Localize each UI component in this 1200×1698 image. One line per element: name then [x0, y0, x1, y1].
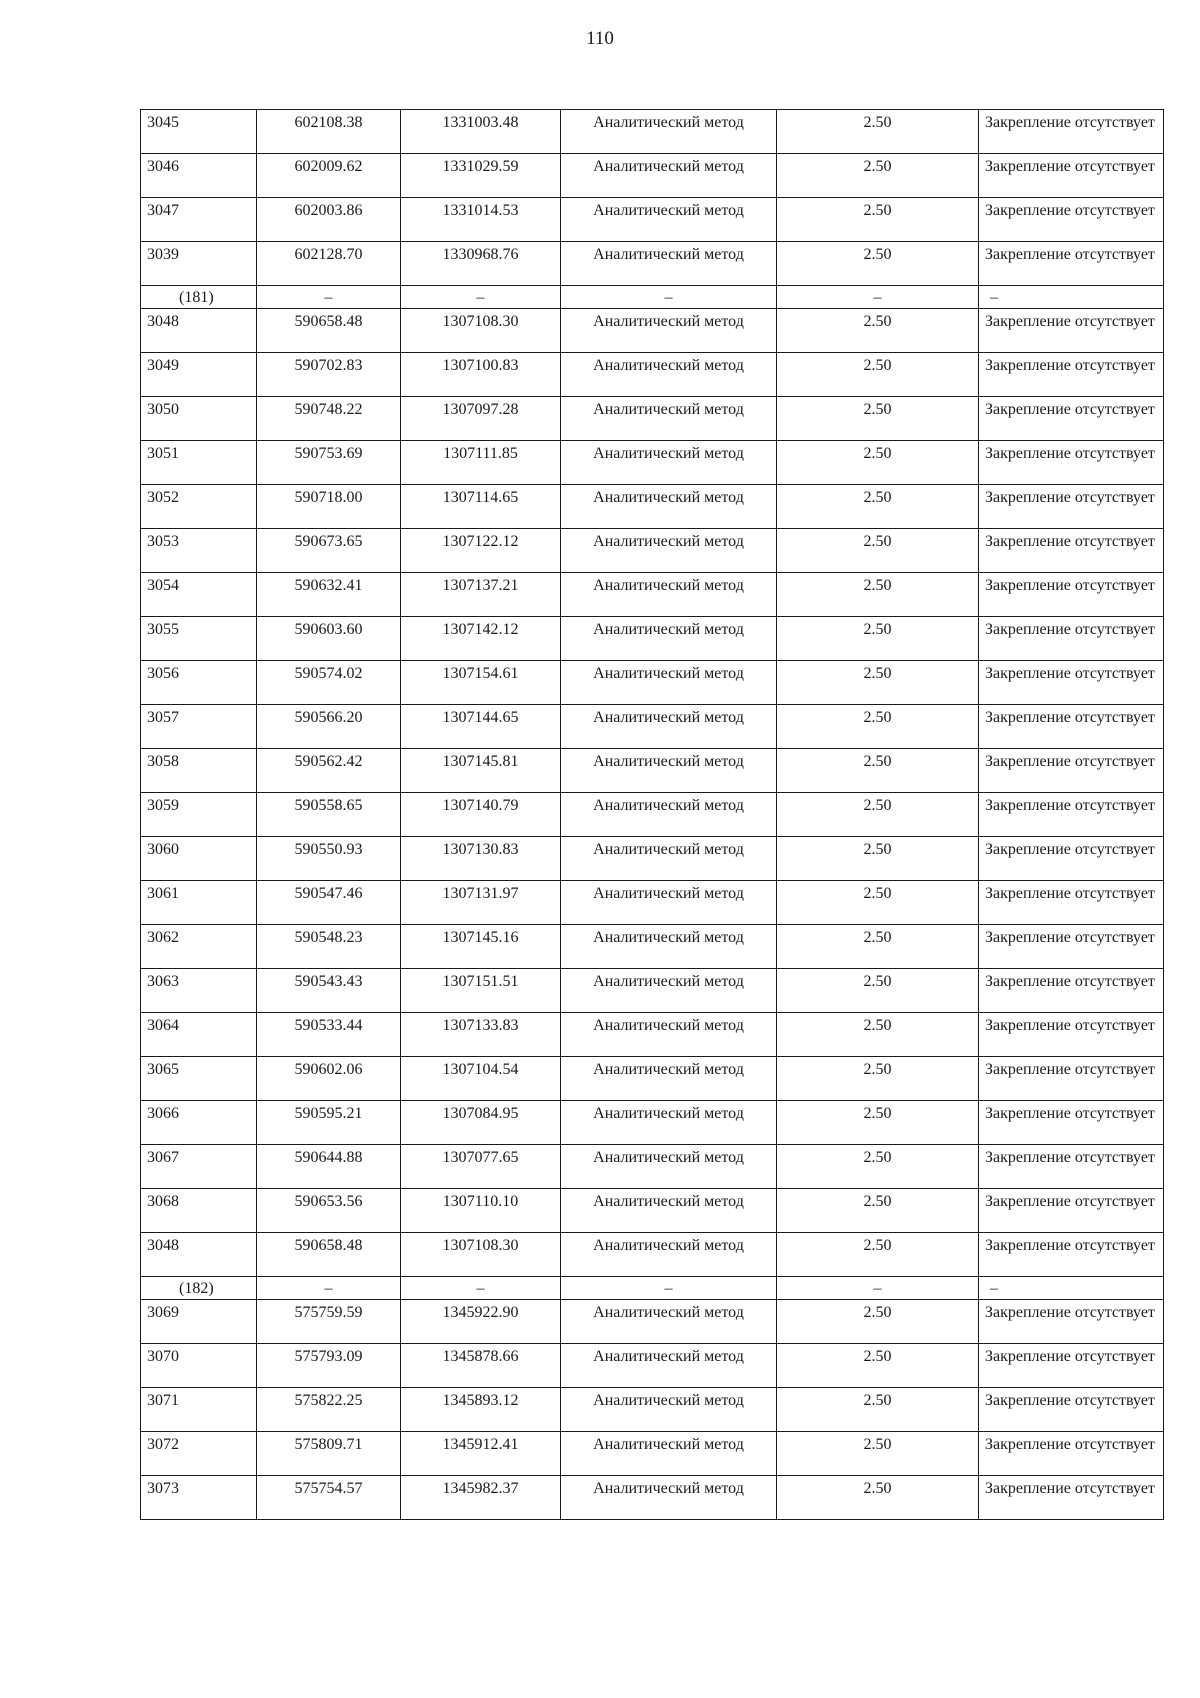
x-coordinate-cell: 590632.41	[257, 573, 401, 617]
y-coordinate-cell: 1307084.95	[401, 1101, 561, 1145]
accuracy-cell: –	[777, 1277, 979, 1300]
method-cell: Аналитический метод	[561, 110, 777, 154]
x-coordinate-cell: 602003.86	[257, 198, 401, 242]
table-row	[141, 353, 1164, 397]
accuracy-cell: 2.50	[777, 1013, 979, 1057]
note-cell: Закрепление отсутствует	[979, 1101, 1164, 1145]
x-coordinate-cell: 602128.70	[257, 242, 401, 286]
method-cell: Аналитический метод	[561, 1388, 777, 1432]
y-coordinate-cell: 1307111.85	[401, 441, 561, 485]
point-number-cell: 3073	[141, 1476, 257, 1520]
y-coordinate-cell: 1307133.83	[401, 1013, 561, 1057]
point-number-cell: 3067	[141, 1145, 257, 1189]
point-number-cell: (182)	[141, 1277, 257, 1300]
method-cell: Аналитический метод	[561, 154, 777, 198]
method-cell: Аналитический метод	[561, 353, 777, 397]
x-coordinate-cell: 590673.65	[257, 529, 401, 573]
point-number-cell: 3052	[141, 485, 257, 529]
table-row	[141, 441, 1164, 485]
y-coordinate-cell: 1307151.51	[401, 969, 561, 1013]
point-number-cell: 3048	[141, 1233, 257, 1277]
y-coordinate-cell: 1330968.76	[401, 242, 561, 286]
y-coordinate-cell: 1307104.54	[401, 1057, 561, 1101]
note-cell: Закрепление отсутствует	[979, 397, 1164, 441]
x-coordinate-cell: –	[257, 286, 401, 309]
y-coordinate-cell: 1307145.16	[401, 925, 561, 969]
table-row	[141, 837, 1164, 881]
note-cell: Закрепление отсутствует	[979, 573, 1164, 617]
method-cell: Аналитический метод	[561, 441, 777, 485]
point-number-cell: 3061	[141, 881, 257, 925]
point-number-cell: 3053	[141, 529, 257, 573]
x-coordinate-cell: 590658.48	[257, 1233, 401, 1277]
x-coordinate-cell: 590602.06	[257, 1057, 401, 1101]
x-coordinate-cell: 590653.56	[257, 1189, 401, 1233]
note-cell: Закрепление отсутствует	[979, 661, 1164, 705]
note-cell: Закрепление отсутствует	[979, 154, 1164, 198]
point-number-cell: 3071	[141, 1388, 257, 1432]
method-cell: Аналитический метод	[561, 705, 777, 749]
point-number-cell: 3056	[141, 661, 257, 705]
y-coordinate-cell: 1345878.66	[401, 1344, 561, 1388]
point-number-cell: 3058	[141, 749, 257, 793]
point-number-cell: 3051	[141, 441, 257, 485]
accuracy-cell: 2.50	[777, 198, 979, 242]
x-coordinate-cell: 602108.38	[257, 110, 401, 154]
table-row	[141, 1145, 1164, 1189]
note-cell: Закрепление отсутствует	[979, 242, 1164, 286]
table-row	[141, 110, 1164, 154]
method-cell: Аналитический метод	[561, 1189, 777, 1233]
y-coordinate-cell: 1307137.21	[401, 573, 561, 617]
y-coordinate-cell: 1331003.48	[401, 110, 561, 154]
note-cell: –	[979, 286, 1164, 309]
accuracy-cell: 2.50	[777, 1101, 979, 1145]
y-coordinate-cell: 1307131.97	[401, 881, 561, 925]
y-coordinate-cell: 1307144.65	[401, 705, 561, 749]
note-cell: Закрепление отсутствует	[979, 925, 1164, 969]
accuracy-cell: 2.50	[777, 353, 979, 397]
note-cell: Закрепление отсутствует	[979, 1388, 1164, 1432]
accuracy-cell: 2.50	[777, 1344, 979, 1388]
table-row	[141, 1057, 1164, 1101]
y-coordinate-cell: 1345893.12	[401, 1388, 561, 1432]
note-cell: Закрепление отсутствует	[979, 705, 1164, 749]
point-number-cell: 3068	[141, 1189, 257, 1233]
note-cell: Закрепление отсутствует	[979, 309, 1164, 353]
point-number-cell: 3055	[141, 617, 257, 661]
point-number-cell: 3070	[141, 1344, 257, 1388]
accuracy-cell: 2.50	[777, 925, 979, 969]
y-coordinate-cell: 1331029.59	[401, 154, 561, 198]
table-row	[141, 925, 1164, 969]
accuracy-cell: 2.50	[777, 837, 979, 881]
accuracy-cell: 2.50	[777, 617, 979, 661]
point-number-cell: 3046	[141, 154, 257, 198]
point-number-cell: 3069	[141, 1300, 257, 1344]
table-row	[141, 793, 1164, 837]
note-cell: Закрепление отсутствует	[979, 617, 1164, 661]
x-coordinate-cell: 602009.62	[257, 154, 401, 198]
page-number: 110	[586, 28, 614, 49]
y-coordinate-cell: 1307140.79	[401, 793, 561, 837]
method-cell: –	[561, 1277, 777, 1300]
accuracy-cell: 2.50	[777, 110, 979, 154]
point-number-cell: 3039	[141, 242, 257, 286]
table-row	[141, 198, 1164, 242]
note-cell: Закрепление отсутствует	[979, 969, 1164, 1013]
method-cell: Аналитический метод	[561, 573, 777, 617]
point-number-cell: 3050	[141, 397, 257, 441]
method-cell: Аналитический метод	[561, 198, 777, 242]
x-coordinate-cell: 575822.25	[257, 1388, 401, 1432]
note-cell: Закрепление отсутствует	[979, 837, 1164, 881]
note-cell: Закрепление отсутствует	[979, 1300, 1164, 1344]
point-number-cell: 3062	[141, 925, 257, 969]
coordinates-table	[140, 109, 1164, 1520]
x-coordinate-cell: 590595.21	[257, 1101, 401, 1145]
y-coordinate-cell: 1307077.65	[401, 1145, 561, 1189]
table-row	[141, 881, 1164, 925]
note-cell: Закрепление отсутствует	[979, 110, 1164, 154]
x-coordinate-cell: 590644.88	[257, 1145, 401, 1189]
x-coordinate-cell: 590753.69	[257, 441, 401, 485]
x-coordinate-cell: 590566.20	[257, 705, 401, 749]
method-cell: Аналитический метод	[561, 1344, 777, 1388]
accuracy-cell: 2.50	[777, 529, 979, 573]
y-coordinate-cell: 1307142.12	[401, 617, 561, 661]
x-coordinate-cell: 575809.71	[257, 1432, 401, 1476]
x-coordinate-cell: 590533.44	[257, 1013, 401, 1057]
method-cell: Аналитический метод	[561, 309, 777, 353]
accuracy-cell: 2.50	[777, 969, 979, 1013]
accuracy-cell: 2.50	[777, 441, 979, 485]
note-cell: Закрепление отсутствует	[979, 1189, 1164, 1233]
y-coordinate-cell: 1307100.83	[401, 353, 561, 397]
table-row	[141, 705, 1164, 749]
accuracy-cell: 2.50	[777, 485, 979, 529]
x-coordinate-cell: 575759.59	[257, 1300, 401, 1344]
note-cell: Закрепление отсутствует	[979, 1344, 1164, 1388]
accuracy-cell: 2.50	[777, 661, 979, 705]
x-coordinate-cell: 590558.65	[257, 793, 401, 837]
y-coordinate-cell: 1331014.53	[401, 198, 561, 242]
method-cell: Аналитический метод	[561, 1101, 777, 1145]
note-cell: –	[979, 1277, 1164, 1300]
method-cell: Аналитический метод	[561, 925, 777, 969]
table-row	[141, 617, 1164, 661]
method-cell: Аналитический метод	[561, 1476, 777, 1520]
x-coordinate-cell: 590574.02	[257, 661, 401, 705]
method-cell: Аналитический метод	[561, 242, 777, 286]
table-row	[141, 1300, 1164, 1344]
point-number-cell: (181)	[141, 286, 257, 309]
table-row	[141, 1189, 1164, 1233]
table-row	[141, 1432, 1164, 1476]
method-cell: Аналитический метод	[561, 529, 777, 573]
x-coordinate-cell: 590547.46	[257, 881, 401, 925]
contour-separator-row	[141, 286, 1164, 309]
point-number-cell: 3060	[141, 837, 257, 881]
point-number-cell: 3063	[141, 969, 257, 1013]
point-number-cell: 3059	[141, 793, 257, 837]
y-coordinate-cell: 1307130.83	[401, 837, 561, 881]
point-number-cell: 3057	[141, 705, 257, 749]
accuracy-cell: 2.50	[777, 309, 979, 353]
note-cell: Закрепление отсутствует	[979, 1476, 1164, 1520]
table-row	[141, 573, 1164, 617]
method-cell: Аналитический метод	[561, 485, 777, 529]
accuracy-cell: 2.50	[777, 881, 979, 925]
y-coordinate-cell: 1345912.41	[401, 1432, 561, 1476]
table-row	[141, 397, 1164, 441]
note-cell: Закрепление отсутствует	[979, 441, 1164, 485]
x-coordinate-cell: 590718.00	[257, 485, 401, 529]
note-cell: Закрепление отсутствует	[979, 749, 1164, 793]
contour-separator-row	[141, 1277, 1164, 1300]
point-number-cell: 3049	[141, 353, 257, 397]
accuracy-cell: 2.50	[777, 397, 979, 441]
accuracy-cell: 2.50	[777, 1388, 979, 1432]
x-coordinate-cell: 575754.57	[257, 1476, 401, 1520]
accuracy-cell: 2.50	[777, 1432, 979, 1476]
y-coordinate-cell: 1345982.37	[401, 1476, 561, 1520]
note-cell: Закрепление отсутствует	[979, 1057, 1164, 1101]
method-cell: Аналитический метод	[561, 1145, 777, 1189]
accuracy-cell: 2.50	[777, 242, 979, 286]
method-cell: Аналитический метод	[561, 1057, 777, 1101]
accuracy-cell: 2.50	[777, 573, 979, 617]
accuracy-cell: –	[777, 286, 979, 309]
accuracy-cell: 2.50	[777, 1233, 979, 1277]
point-number-cell: 3064	[141, 1013, 257, 1057]
y-coordinate-cell: 1307145.81	[401, 749, 561, 793]
x-coordinate-cell: 590562.42	[257, 749, 401, 793]
table-row	[141, 529, 1164, 573]
table-row	[141, 1476, 1164, 1520]
x-coordinate-cell: 590543.43	[257, 969, 401, 1013]
x-coordinate-cell: 590550.93	[257, 837, 401, 881]
method-cell: Аналитический метод	[561, 793, 777, 837]
method-cell: Аналитический метод	[561, 1233, 777, 1277]
accuracy-cell: 2.50	[777, 1145, 979, 1189]
table-row	[141, 1013, 1164, 1057]
table-row	[141, 309, 1164, 353]
note-cell: Закрепление отсутствует	[979, 353, 1164, 397]
accuracy-cell: 2.50	[777, 1189, 979, 1233]
method-cell: Аналитический метод	[561, 397, 777, 441]
accuracy-cell: 2.50	[777, 1476, 979, 1520]
method-cell: Аналитический метод	[561, 881, 777, 925]
method-cell: Аналитический метод	[561, 617, 777, 661]
note-cell: Закрепление отсутствует	[979, 1145, 1164, 1189]
x-coordinate-cell: 590748.22	[257, 397, 401, 441]
method-cell: Аналитический метод	[561, 661, 777, 705]
accuracy-cell: 2.50	[777, 1300, 979, 1344]
method-cell: Аналитический метод	[561, 749, 777, 793]
y-coordinate-cell: –	[401, 286, 561, 309]
table-body	[141, 110, 1164, 1520]
table-row	[141, 242, 1164, 286]
accuracy-cell: 2.50	[777, 154, 979, 198]
accuracy-cell: 2.50	[777, 1057, 979, 1101]
x-coordinate-cell: 590548.23	[257, 925, 401, 969]
table-row	[141, 969, 1164, 1013]
method-cell: Аналитический метод	[561, 837, 777, 881]
method-cell: Аналитический метод	[561, 1013, 777, 1057]
note-cell: Закрепление отсутствует	[979, 881, 1164, 925]
x-coordinate-cell: 590603.60	[257, 617, 401, 661]
point-number-cell: 3047	[141, 198, 257, 242]
table-row	[141, 1388, 1164, 1432]
point-number-cell: 3045	[141, 110, 257, 154]
note-cell: Закрепление отсутствует	[979, 485, 1164, 529]
table-row	[141, 749, 1164, 793]
y-coordinate-cell: 1307154.61	[401, 661, 561, 705]
accuracy-cell: 2.50	[777, 705, 979, 749]
y-coordinate-cell: 1307122.12	[401, 529, 561, 573]
x-coordinate-cell: 575793.09	[257, 1344, 401, 1388]
note-cell: Закрепление отсутствует	[979, 529, 1164, 573]
x-coordinate-cell: 590702.83	[257, 353, 401, 397]
y-coordinate-cell: 1307114.65	[401, 485, 561, 529]
table-row	[141, 485, 1164, 529]
method-cell: –	[561, 286, 777, 309]
point-number-cell: 3065	[141, 1057, 257, 1101]
accuracy-cell: 2.50	[777, 749, 979, 793]
method-cell: Аналитический метод	[561, 969, 777, 1013]
table-row	[141, 154, 1164, 198]
table-row	[141, 1344, 1164, 1388]
y-coordinate-cell: 1307110.10	[401, 1189, 561, 1233]
method-cell: Аналитический метод	[561, 1300, 777, 1344]
table-row	[141, 1101, 1164, 1145]
y-coordinate-cell: 1307108.30	[401, 1233, 561, 1277]
x-coordinate-cell: –	[257, 1277, 401, 1300]
table-row	[141, 661, 1164, 705]
note-cell: Закрепление отсутствует	[979, 793, 1164, 837]
note-cell: Закрепление отсутствует	[979, 1432, 1164, 1476]
note-cell: Закрепление отсутствует	[979, 1233, 1164, 1277]
y-coordinate-cell: 1307097.28	[401, 397, 561, 441]
y-coordinate-cell: 1345922.90	[401, 1300, 561, 1344]
table-row	[141, 1233, 1164, 1277]
point-number-cell: 3066	[141, 1101, 257, 1145]
method-cell: Аналитический метод	[561, 1432, 777, 1476]
x-coordinate-cell: 590658.48	[257, 309, 401, 353]
point-number-cell: 3048	[141, 309, 257, 353]
point-number-cell: 3072	[141, 1432, 257, 1476]
note-cell: Закрепление отсутствует	[979, 1013, 1164, 1057]
note-cell: Закрепление отсутствует	[979, 198, 1164, 242]
point-number-cell: 3054	[141, 573, 257, 617]
y-coordinate-cell: –	[401, 1277, 561, 1300]
y-coordinate-cell: 1307108.30	[401, 309, 561, 353]
accuracy-cell: 2.50	[777, 793, 979, 837]
